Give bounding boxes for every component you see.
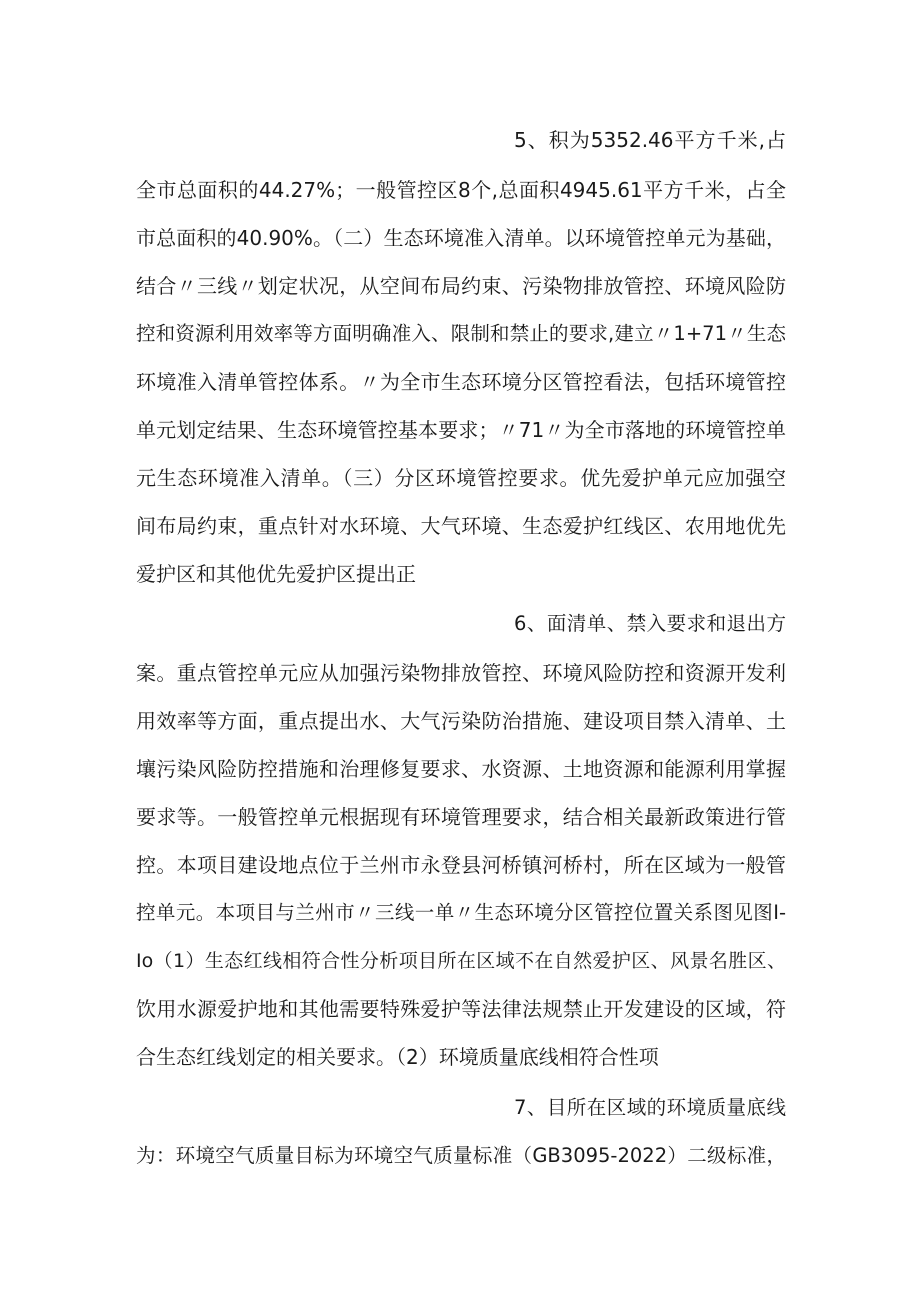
paragraph-5-line: 单元划定结果、生态环境管控基本要求；〃71〃为全市落地的环境管控单 xyxy=(136,418,786,442)
paragraph-6-heading: 6、面清单、禁入要求和退出方 xyxy=(514,612,786,635)
paragraph-5-heading: 5、积为5352.46平方千米,占 xyxy=(514,128,786,152)
paragraph-6-line: 要求等。一般管控单元根据现有环境管理要求，结合相关最新政策进行管 xyxy=(136,805,786,829)
paragraph-6-line: 用效率等方面，重点提出水、大气污染防治措施、建设项目禁入清单、土 xyxy=(136,709,786,733)
paragraph-6-line: 控。本项目建设地点位于兰州市永登县河桥镇河桥村，所在区域为一般管 xyxy=(136,853,786,877)
paragraph-5-line: 环境准入清单管控体系。〃为全市生态环境分区管控看法，包括环境管控 xyxy=(136,370,786,394)
paragraph-5-line: 控和资源利用效率等方面明确准入、限制和禁止的要求,建立〃1+71〃生态 xyxy=(136,322,786,345)
paragraph-5-line: 全市总面积的44.27%；一般管控区8个,总面积4945.61平方千米，占全 xyxy=(136,178,786,202)
paragraph-6-line: 合生态红线划定的相关要求。（2）环境质量底线相符合性项 xyxy=(136,1045,659,1069)
paragraph-6-line: 控单元。本项目与兰州市〃三线一单〃生态环境分区管控位置关系图见图I- xyxy=(136,901,786,924)
paragraph-5-line: 间布局约束，重点针对水环境、大气环境、生态爱护红线区、农用地优先 xyxy=(136,514,786,538)
paragraph-5-line: 爱护区和其他优先爱护区提出正 xyxy=(136,562,416,586)
paragraph-5-line: 元生态环境准入清单。（三）分区环境管控要求。优先爱护单元应加强空 xyxy=(136,466,786,490)
paragraph-6-line: Io（1）生态红线相符合性分析项目所在区域不在自然爱护区、风景名胜区、 xyxy=(136,950,786,972)
paragraph-6-line: 壤污染风险防控措施和治理修复要求、水资源、土地资源和能源利用掌握 xyxy=(136,757,786,781)
paragraph-7-heading: 7、目所在区域的环境质量底线 xyxy=(514,1096,786,1119)
paragraph-7-line: 为：环境空气质量目标为环境空气质量标准（GB3095-2022）二级标准， xyxy=(136,1144,786,1167)
paragraph-6-line: 饮用水源爱护地和其他需要特殊爱护等法律法规禁止开发建设的区域，符 xyxy=(136,997,786,1021)
paragraph-5-line: 市总面积的40.90%。（二）生态环境准入清单。以环境管控单元为基础， xyxy=(136,226,786,250)
paragraph-6-line: 案。重点管控单元应从加强污染物排放管控、环境风险防控和资源开发利 xyxy=(136,661,786,685)
paragraph-5-line: 结合〃三线〃划定状况，从空间布局约束、污染物排放管控、环境风险防 xyxy=(136,274,786,298)
